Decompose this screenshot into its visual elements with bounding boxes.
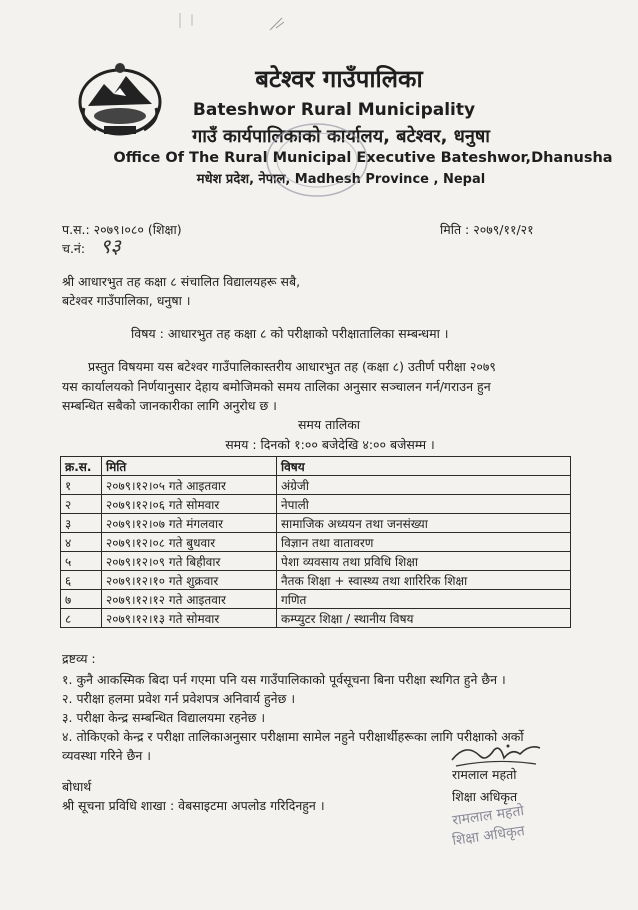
row-serial: ८ xyxy=(61,609,102,628)
row-subject: गणित xyxy=(277,590,571,609)
row-date: २०७९।१२।१२ गते आइतवार xyxy=(102,590,277,609)
body-line-2: यस कार्यालयको निर्णयानुसार देहाय बमोजिमको समय तालिका अनुसार सञ्चालन गर्न/गराउन हुन xyxy=(62,379,491,394)
recipient-line-2: बटेश्वर गाउँपालिका, धनुषा । xyxy=(62,293,191,308)
letter-date: मिति : २०७९/११/२१ xyxy=(440,222,534,237)
name-stamp: रामलाल महतो xyxy=(451,803,526,829)
table-row xyxy=(61,514,571,533)
notes-heading: द्रष्टव्य : xyxy=(62,651,96,666)
scan-marks xyxy=(150,8,400,38)
row-serial: ४ xyxy=(61,533,102,552)
note-2: २. परीक्षा हलमा प्रवेश गर्न प्रवेशपत्र अनिवार्य हुनेछ । xyxy=(62,691,296,706)
row-serial: ६ xyxy=(61,571,102,590)
schedule-time: समय : दिनको १:०० बजेदेखि ४:०० बजेसम्म । xyxy=(225,437,435,452)
row-serial: ७ xyxy=(61,590,102,609)
cc-line: श्री सूचना प्रविधि शाखा : वेबसाइटमा अपलोड गरिदिनहुन । xyxy=(62,798,325,813)
row-date: २०७९।१२।०७ गते मंगलवार xyxy=(102,514,277,533)
note-4-line-2: व्यवस्था गरिने छैन । xyxy=(62,748,151,763)
signatory-name: रामलाल महतो xyxy=(452,767,517,782)
row-date: २०७९।१२।०६ गते सोमवार xyxy=(102,495,277,514)
header-subject: विषय xyxy=(277,457,571,476)
table-row xyxy=(61,571,571,590)
row-subject: विज्ञान तथा वातावरण xyxy=(277,533,571,552)
dispatch-number-value: ९३ xyxy=(100,234,121,258)
note-3: ३. परीक्षा केन्द्र सम्बन्धित विद्यालयमा रहनेछ । xyxy=(62,710,266,725)
dispatch-number-label: च.नं: xyxy=(62,241,86,256)
office-name-nepali: गाउँ कार्यपालिकाको कार्यालय, बटेश्वर, धनुषा xyxy=(192,126,490,147)
row-subject: नैतक शिक्षा + स्वास्थ्य तथा शारिरिक शिक्षा xyxy=(277,571,571,590)
cc-heading: बोधार्थ xyxy=(62,779,92,794)
municipality-name-english: Bateshwor Rural Municipality xyxy=(192,100,476,120)
row-serial: ५ xyxy=(61,552,102,571)
note-4-line-1: ४. तोकिएको केन्द्र र परीक्षा तालिकाअनुसार परीक्षामा सामेल नहुने परीक्षार्थीहरूका लागि परीक्षाको अर्को xyxy=(62,729,524,744)
exam-schedule-table xyxy=(60,456,571,628)
note-1: १. कुनै आकस्मिक बिदा पर्न गएमा पनि यस गाउँपालिकाको पूर्वसूचना बिना परीक्षा स्थगित हुने छैन । xyxy=(62,672,506,687)
office-stamp-icon xyxy=(262,120,372,200)
row-serial: १ xyxy=(61,476,102,495)
row-date: २०७९।१२।१३ गते सोमवार xyxy=(102,609,277,628)
municipality-name-nepali: बटेश्वर गाउँपालिका xyxy=(255,65,423,93)
signatory-title: शिक्षा अधिकृत xyxy=(452,789,518,804)
table-row xyxy=(61,590,571,609)
table-row xyxy=(61,476,571,495)
reference-number: प.स.: २०७९।०८० (शिक्षा) xyxy=(62,222,182,237)
header-serial: क्र.स. xyxy=(61,457,102,476)
row-date: २०७९।१२।०५ गते आइतवार xyxy=(102,476,277,495)
table-row xyxy=(61,609,571,628)
office-name-english: Office Of The Rural Municipal Executive Bateshwor,Dhanusha xyxy=(113,150,613,166)
row-subject: नेपाली xyxy=(277,495,571,514)
table-row xyxy=(61,495,571,514)
row-subject: कम्प्युटर शिक्षा / स्थानीय विषय xyxy=(277,609,571,628)
schedule-title: समय तालिका xyxy=(297,417,361,432)
recipient-line-1: श्री आधारभुत तह कक्षा ८ संचालित विद्यालयहरू सबै, xyxy=(62,274,301,289)
row-subject: पेशा व्यवसाय तथा प्रविधि शिक्षा xyxy=(277,552,571,571)
subject-line: विषय : आधारभुत तह कक्षा ८ को परीक्षाको परीक्षातालिका सम्बन्धमा । xyxy=(131,326,449,341)
row-serial: २ xyxy=(61,495,102,514)
row-date: २०७९।१२।१० गते शुक्रवार xyxy=(102,571,277,590)
title-stamp: शिक्षा अधिकृत xyxy=(451,822,526,849)
row-serial: ३ xyxy=(61,514,102,533)
row-subject: सामाजिक अध्ययन तथा जनसंख्या xyxy=(277,514,571,533)
body-line-3: सम्बन्धित सबैको जानकारीका लागि अनुरोध छ । xyxy=(62,398,277,413)
row-date: २०७९।१२।०९ गते बिहीवार xyxy=(102,552,277,571)
table-header-row xyxy=(61,457,571,476)
row-date: २०७९।१२।०८ गते बुधवार xyxy=(102,533,277,552)
table-row xyxy=(61,533,571,552)
province-line: मधेश प्रदेश, नेपाल, Madhesh Province , Nepal xyxy=(196,172,486,187)
row-subject: अंग्रेजी xyxy=(277,476,571,495)
table-row xyxy=(61,552,571,571)
body-line-1: प्रस्तुत विषयमा यस बटेश्वर गाउँपालिकास्तरीय आधारभुत तह (कक्षा ८) उतीर्ण परीक्षा २०७९ xyxy=(88,359,496,374)
header-date: मिति xyxy=(102,457,277,476)
